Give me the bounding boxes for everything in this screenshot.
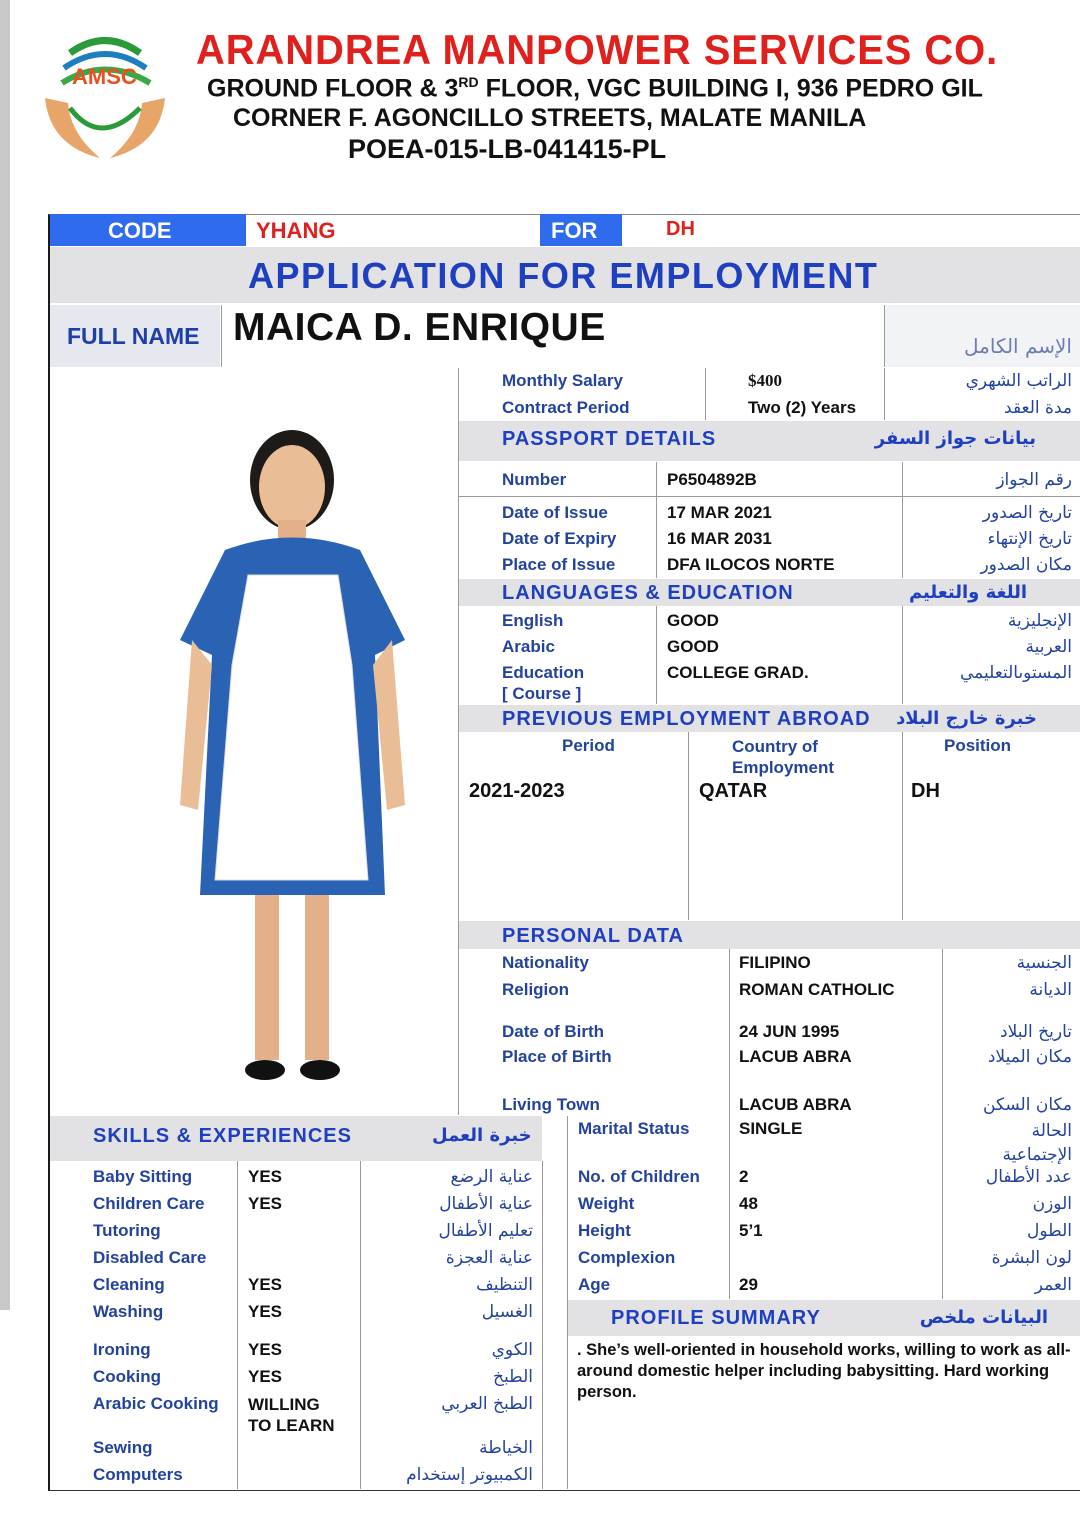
nationality-value: FILIPINO	[739, 953, 811, 972]
contract-period-value: Two (2) Years	[748, 398, 857, 417]
languages-section-title: LANGUAGES & EDUCATION	[502, 582, 794, 604]
skill-arabic: الكمبيوتر إستخدام	[406, 1465, 533, 1485]
weight-arabic: الوزن	[1032, 1194, 1072, 1214]
education-label: Education	[502, 663, 585, 682]
education-arabic: المستوىالتعليمي	[960, 663, 1072, 683]
religion-arabic: الديانة	[1029, 980, 1072, 1000]
skill-value: YES	[248, 1194, 283, 1213]
weight-value: 48	[739, 1194, 758, 1213]
passport-issue-label: Date of Issue	[502, 503, 608, 522]
divider	[902, 606, 903, 704]
passport-place-arabic: مكان الصدور	[980, 555, 1072, 575]
form-title: APPLICATION FOR EMPLOYMENT	[248, 255, 879, 296]
divider	[942, 949, 943, 1299]
monthly-salary-value: $400	[748, 371, 782, 390]
skill-arabic: عناية الأطفال	[439, 1194, 533, 1214]
height-value: 5’1	[739, 1221, 763, 1240]
divider	[542, 1161, 543, 1489]
skill-label: Arabic Cooking	[93, 1394, 219, 1413]
height-arabic: الطول	[1027, 1221, 1072, 1241]
skill-label: Ironing	[93, 1340, 151, 1359]
skill-arabic: الكوي	[491, 1340, 533, 1360]
passport-number-label: Number	[502, 470, 567, 489]
passport-section-title: PASSPORT DETAILS	[502, 428, 717, 450]
profile-summary-title-arabic: البيانات ملخص	[919, 1307, 1048, 1328]
company-name: ARANDREA MANPOWER SERVICES CO.	[196, 26, 999, 73]
passport-number-arabic: رقم الجواز	[996, 470, 1072, 490]
english-arabic: الإنجليزية	[1007, 611, 1072, 631]
code-value: YHANG	[256, 218, 336, 243]
marital-status-label: Marital Status	[578, 1119, 690, 1138]
divider	[221, 305, 222, 367]
company-address-line2: CORNER F. AGONCILLO STREETS, MALATE MANILA	[233, 104, 867, 132]
place-of-birth-value: LACUB ABRA	[739, 1047, 852, 1066]
profile-summary-title: PROFILE SUMMARY	[611, 1307, 821, 1329]
skills-section-title: SKILLS & EXPERIENCES	[93, 1125, 352, 1147]
full-name-label: FULL NAME	[67, 323, 200, 349]
skill-arabic: الطبخ العربي	[441, 1394, 533, 1414]
full-name-arabic: الإسم الكامل	[963, 334, 1072, 358]
arabic-language-label: Arabic	[502, 637, 555, 656]
profile-summary-text: . She’s well-oriented in household works, willing to work as all-around domestic helper including babysitting. Hard working person.	[577, 1341, 1071, 1401]
contract-period-arabic: مدة العقد	[1004, 398, 1072, 418]
date-of-birth-arabic: تاريخ البلاد	[1000, 1022, 1072, 1042]
skill-label: Baby Sitting	[93, 1167, 193, 1186]
living-town-label: Living Town	[502, 1095, 600, 1114]
english-label: English	[502, 611, 564, 630]
contract-period-label: Contract Period	[502, 398, 630, 417]
skill-value: YES	[248, 1167, 283, 1186]
divider	[902, 732, 903, 920]
skill-arabic: تعليم الأطفال	[438, 1221, 533, 1241]
skills-section-title-arabic: خبرة العمل	[432, 1125, 532, 1146]
personal-data-title: PERSONAL DATA	[502, 925, 684, 947]
skill-label: Sewing	[93, 1438, 153, 1457]
course-label: [ Course ]	[502, 684, 582, 703]
logo-text: AMSC	[72, 64, 137, 89]
weight-label: Weight	[578, 1194, 635, 1213]
divider	[902, 462, 903, 578]
skill-label: Children Care	[93, 1194, 205, 1213]
marital-status-arabic: الحالة الإجتماعية	[1002, 1121, 1072, 1165]
passport-expiry-arabic: تاريخ الإنتهاء	[987, 529, 1072, 549]
page-edge	[0, 0, 10, 1310]
previous-employment-title-arabic: خبرة خارج البلاد	[896, 708, 1037, 729]
divider	[459, 496, 1080, 497]
license-number: POEA-015-LB-041415-PL	[348, 134, 667, 164]
full-name-value: MAICA D. ENRIQUE	[233, 306, 606, 349]
passport-place-label: Place of Issue	[502, 555, 616, 574]
nationality-arabic: الجنسية	[1016, 953, 1072, 973]
complexion-label: Complexion	[578, 1248, 676, 1267]
age-arabic: العمر	[1034, 1275, 1072, 1295]
children-label: No. of Children	[578, 1167, 700, 1186]
divider	[237, 1161, 238, 1489]
skill-arabic: عناية العجزة	[445, 1248, 533, 1268]
company-logo	[40, 28, 170, 163]
company-address-line1: GROUND FLOOR & 3RD FLOOR, VGC BUILDING I, 936 PEDRO GIL	[207, 74, 983, 103]
skill-arabic: الغسيل	[481, 1302, 533, 1322]
passport-expiry-value: 16 MAR 2031	[667, 529, 772, 548]
skill-label: Cleaning	[93, 1275, 165, 1294]
height-label: Height	[578, 1221, 631, 1240]
employment-position-header: Position	[944, 736, 1012, 755]
skill-value: YES	[248, 1340, 283, 1359]
skill-value: YES	[248, 1275, 283, 1294]
skill-value: YES	[248, 1302, 283, 1321]
living-town-value: LACUB ABRA	[739, 1095, 852, 1114]
passport-number-value: P6504892B	[667, 470, 757, 489]
passport-issue-arabic: تاريخ الصدور	[982, 503, 1072, 523]
employment-period-value: 2021-2023	[469, 780, 565, 802]
skill-arabic: الطبخ	[493, 1367, 533, 1387]
skill-label: Washing	[93, 1302, 164, 1321]
english-value: GOOD	[667, 611, 719, 630]
monthly-salary-arabic: الراتب الشهري	[965, 371, 1072, 391]
skill-label: Tutoring	[93, 1221, 161, 1240]
children-value: 2	[739, 1167, 749, 1186]
place-of-birth-arabic: مكان الميلاد	[987, 1047, 1072, 1067]
place-of-birth-label: Place of Birth	[502, 1047, 612, 1066]
monthly-salary-label: Monthly Salary	[502, 371, 623, 390]
nationality-label: Nationality	[502, 953, 589, 972]
employment-position-value: DH	[911, 780, 940, 802]
complexion-arabic: لون البشرة	[991, 1248, 1072, 1268]
passport-issue-value: 17 MAR 2021	[667, 503, 772, 522]
divider	[729, 949, 730, 1299]
divider	[705, 368, 706, 420]
divider	[656, 462, 657, 578]
arabic-language-arabic: العربية	[1025, 637, 1072, 657]
skill-value: YES	[248, 1367, 283, 1386]
skill-arabic: الخياطة	[479, 1438, 533, 1458]
skill-value: WILLING TO LEARN	[248, 1395, 335, 1435]
arabic-language-value: GOOD	[667, 637, 719, 656]
skill-arabic: عناية الرضع	[450, 1167, 533, 1187]
divider	[656, 606, 657, 704]
for-label: FOR	[551, 218, 598, 243]
passport-section-title-arabic: بيانات جواز السفر	[874, 428, 1036, 449]
employment-country-header: Country of Employment	[732, 737, 835, 777]
age-value: 29	[739, 1275, 758, 1294]
divider	[884, 368, 885, 420]
languages-section-title-arabic: اللغة والتعليم	[908, 582, 1027, 603]
for-value: DH	[666, 218, 695, 240]
skill-label: Cooking	[93, 1367, 161, 1386]
skill-arabic: التنظيف	[476, 1275, 533, 1295]
employment-country-value: QATAR	[699, 780, 768, 802]
marital-status-value: SINGLE	[739, 1119, 803, 1138]
code-label: CODE	[108, 218, 172, 243]
education-value: COLLEGE GRAD.	[667, 663, 809, 682]
passport-place-value: DFA ILOCOS NORTE	[667, 555, 835, 574]
divider	[360, 1161, 361, 1489]
employment-period-header: Period	[562, 736, 615, 755]
religion-value: ROMAN CATHOLIC	[739, 980, 895, 999]
age-label: Age	[578, 1275, 611, 1294]
religion-label: Religion	[502, 980, 570, 999]
passport-expiry-label: Date of Expiry	[502, 529, 617, 548]
date-of-birth-value: 24 JUN 1995	[739, 1022, 840, 1041]
skill-label: Disabled Care	[93, 1248, 207, 1267]
applicant-photo	[170, 425, 415, 1090]
skill-label: Computers	[93, 1465, 183, 1484]
children-arabic: عدد الأطفال	[985, 1167, 1072, 1187]
previous-employment-title: PREVIOUS EMPLOYMENT ABROAD	[502, 708, 871, 730]
date-of-birth-label: Date of Birth	[502, 1022, 604, 1041]
living-town-arabic: مكان السكن	[983, 1095, 1072, 1115]
divider	[688, 732, 689, 920]
divider	[458, 368, 459, 1115]
